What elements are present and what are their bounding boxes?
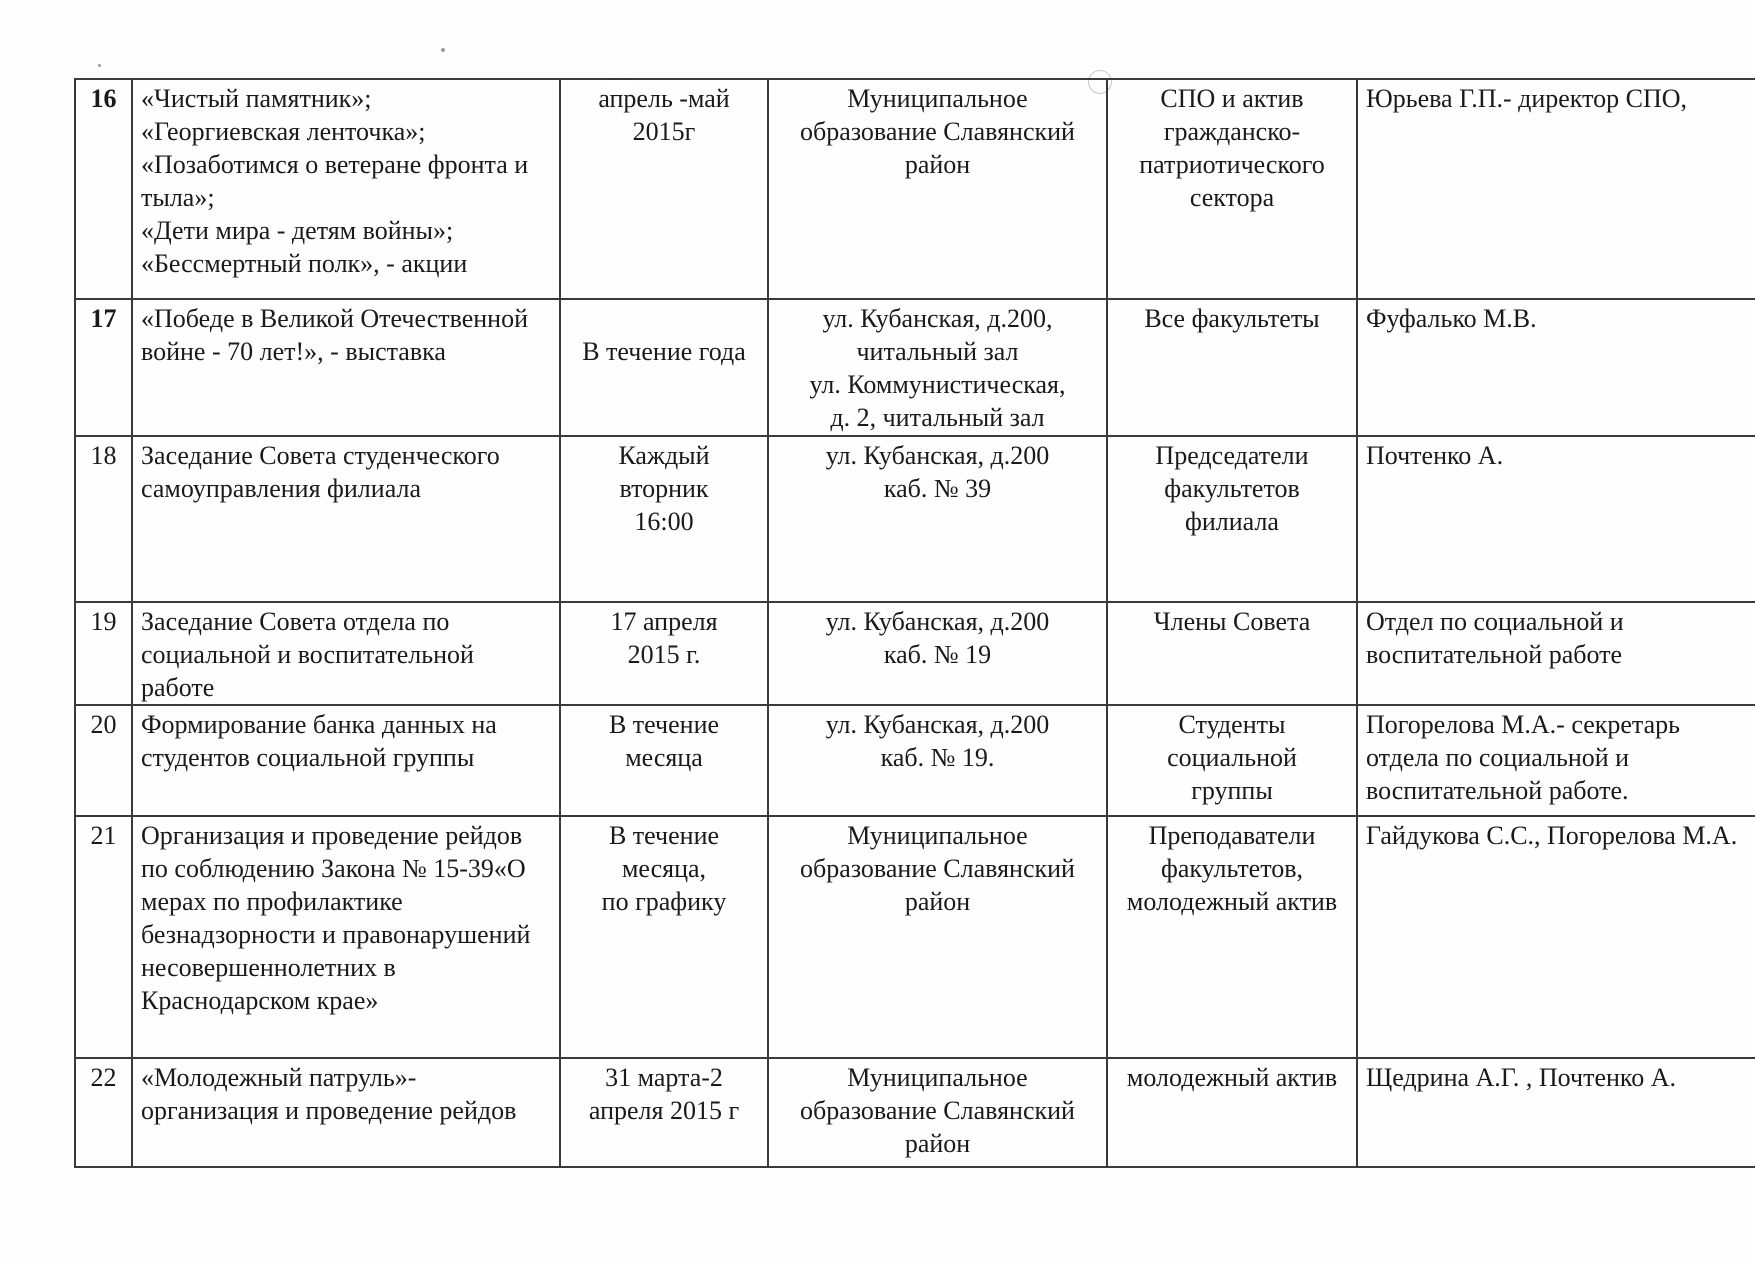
- responsible-cell: Отдел по социальной и воспитательной работе: [1357, 602, 1755, 705]
- place-cell: Муниципальное образование Славянский район: [768, 1058, 1107, 1167]
- participants-cell: Все факультеты: [1107, 299, 1357, 436]
- date-cell: Каждый вторник 16:00: [560, 436, 768, 602]
- date-cell: В течение года: [560, 299, 768, 436]
- table-row: [75, 705, 1755, 816]
- participants-cell: Студенты социальной группы: [1107, 705, 1357, 816]
- place-cell: ул. Кубанская, д.200 каб. № 39: [768, 436, 1107, 602]
- place-cell: ул. Кубанская, д.200 каб. № 19: [768, 602, 1107, 705]
- responsible-cell: Щедрина А.Г. , Почтенко А.: [1357, 1058, 1755, 1167]
- responsible-cell: Погорелова М.А.- секретарь отдела по социальной и воспитательной работе.: [1357, 705, 1755, 816]
- participants-cell: молодежный актив: [1107, 1058, 1357, 1167]
- table-row: [75, 816, 1755, 1058]
- responsible-cell: Фуфалько М.В.: [1357, 299, 1755, 436]
- event-cell: Формирование банка данных на студентов социальной группы: [132, 705, 560, 816]
- date-cell: апрель -май 2015г: [560, 79, 768, 299]
- event-cell: Организация и проведение рейдов по соблюдению Закона № 15-39«О мерах по профилактике безнадзорности и правонарушений несовершеннолетних в Краснодарском крае»: [132, 816, 560, 1058]
- participants-cell: Преподаватели факультетов, молодежный актив: [1107, 816, 1357, 1058]
- participants-cell: СПО и актив гражданско-патриотического сектора: [1107, 79, 1357, 299]
- scan-speck: [441, 48, 445, 52]
- row-number: 21: [75, 816, 132, 1058]
- date-cell: В течение месяца, по графику: [560, 816, 768, 1058]
- row-number: 22: [75, 1058, 132, 1167]
- table-row: [75, 1058, 1755, 1167]
- table-row: [75, 299, 1755, 436]
- participants-cell: Члены Совета: [1107, 602, 1357, 705]
- row-number: 20: [75, 705, 132, 816]
- scan-speck: [98, 64, 101, 67]
- place-cell: ул. Кубанская, д.200 каб. № 19.: [768, 705, 1107, 816]
- row-number: 18: [75, 436, 132, 602]
- place-cell: ул. Кубанская, д.200, читальный зал ул. Коммунистическая, д. 2, читальный зал: [768, 299, 1107, 436]
- date-cell: В течение месяца: [560, 705, 768, 816]
- row-number: 16: [75, 79, 132, 299]
- row-number: 19: [75, 602, 132, 705]
- place-cell: Муниципальное образование Славянский район: [768, 79, 1107, 299]
- date-cell: 17 апреля 2015 г.: [560, 602, 768, 705]
- place-cell: Муниципальное образование Славянский район: [768, 816, 1107, 1058]
- table-row: [75, 436, 1755, 602]
- row-number: 17: [75, 299, 132, 436]
- event-cell: Заседание Совета студенческого самоуправления филиала: [132, 436, 560, 602]
- responsible-cell: Гайдукова С.С., Погорелова М.А.: [1357, 816, 1755, 1058]
- event-cell: Заседание Совета отдела по социальной и воспитательной работе: [132, 602, 560, 705]
- responsible-cell: Юрьева Г.П.- директор СПО,: [1357, 79, 1755, 299]
- event-cell: «Чистый памятник»; «Георгиевская ленточка»; «Позаботимся о ветеране фронта и тыла»; «Дети мира - детям войны»; «Бессмертный полк», - акции: [132, 79, 560, 299]
- events-table: [74, 78, 1755, 1168]
- event-cell: «Победе в Великой Отечественной войне - 70 лет!», - выставка: [132, 299, 560, 436]
- participants-cell: Председатели факультетов филиала: [1107, 436, 1357, 602]
- date-cell: 31 марта-2 апреля 2015 г: [560, 1058, 768, 1167]
- table-row: [75, 602, 1755, 705]
- event-cell: «Молодежный патруль»- организация и проведение рейдов: [132, 1058, 560, 1167]
- table-row: [75, 79, 1755, 299]
- responsible-cell: Почтенко А.: [1357, 436, 1755, 602]
